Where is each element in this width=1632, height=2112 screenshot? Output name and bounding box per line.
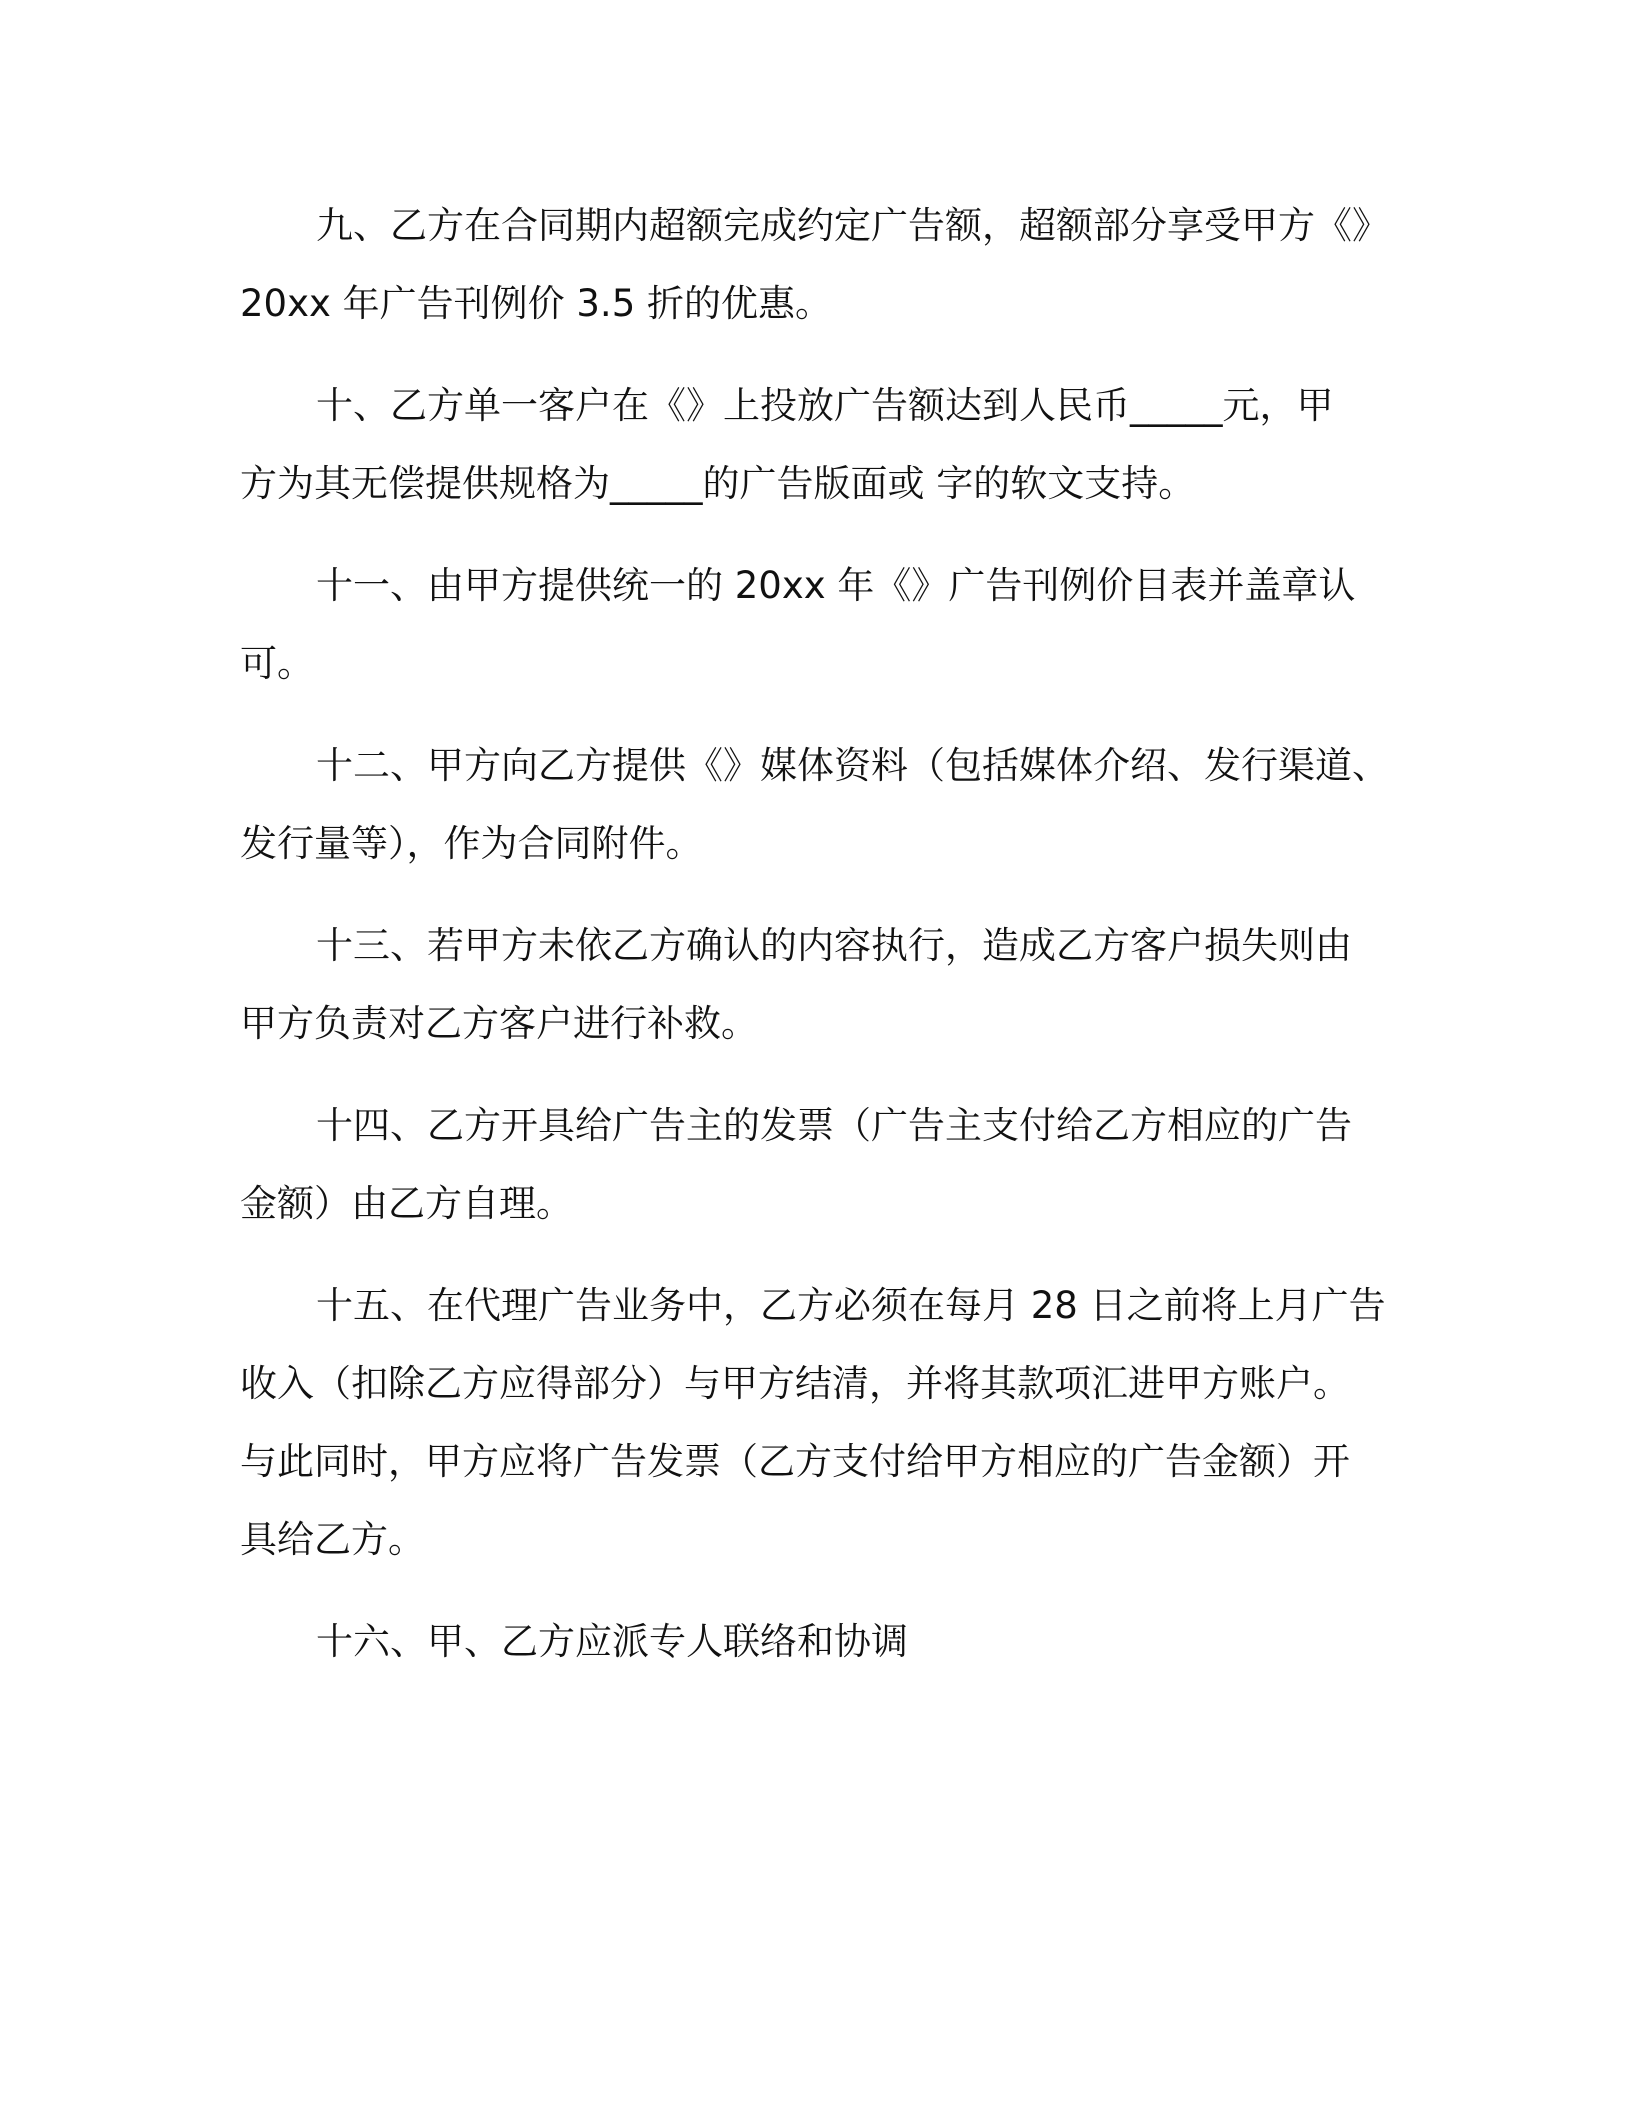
clause-13 (240, 907, 1395, 1063)
clause-11-line-1: 十一、由甲方提供统一的 20xx 年《》广告刊例价目表并盖章认 (316, 564, 1356, 607)
clause-10-line-2: 方为其无偿提供规格为_____的广告版面或 字的软文支持。 (240, 462, 1196, 505)
clause-14-line-2: 金额）由乙方自理。 (240, 1182, 573, 1225)
clause-12-line-1: 十二、甲方向乙方提供《》媒体资料（包括媒体介绍、发行渠道、 (316, 744, 1389, 787)
clause-13-line-1: 十三、若甲方未依乙方确认的内容执行，造成乙方客户损失则由 (316, 924, 1352, 967)
clause-12-line-2: 发行量等），作为合同附件。 (240, 822, 703, 865)
clause-12 (240, 727, 1395, 883)
clause-13-line-2: 甲方负责对乙方客户进行补救。 (240, 1002, 758, 1045)
clause-9 (240, 187, 1395, 343)
clause-10 (240, 367, 1395, 523)
clause-11-line-2: 可。 (240, 642, 314, 685)
clause-14-line-1: 十四、乙方开具给广告主的发票（广告主支付给乙方相应的广告 (316, 1104, 1352, 1147)
clause-15-line-1: 十五、在代理广告业务中，乙方必须在每月 28 日之前将上月广告 (316, 1284, 1386, 1327)
clause-11 (240, 547, 1395, 703)
clause-15-line-3: 与此同时，甲方应将广告发票（乙方支付给甲方相应的广告金额）开 (240, 1440, 1350, 1483)
clause-16 (240, 1603, 1395, 1681)
clause-15 (240, 1267, 1395, 1579)
clause-15-line-2: 收入（扣除乙方应得部分）与甲方结清，并将其款项汇进甲方账户。 (240, 1362, 1350, 1405)
clause-16-line-1: 十六、甲、乙方应派专人联络和协调 (316, 1620, 908, 1663)
clause-14 (240, 1087, 1395, 1243)
clause-15-line-4: 具给乙方。 (240, 1518, 425, 1561)
clause-9-line-1: 九、乙方在合同期内超额完成约定广告额，超额部分享受甲方《》 (316, 204, 1389, 247)
document-body (240, 187, 1395, 1705)
clause-10-line-1: 十、乙方单一客户在《》上投放广告额达到人民币_____元，甲 (316, 384, 1334, 427)
clause-9-line-2: 20xx 年广告刊例价 3.5 折的优惠。 (240, 282, 832, 325)
